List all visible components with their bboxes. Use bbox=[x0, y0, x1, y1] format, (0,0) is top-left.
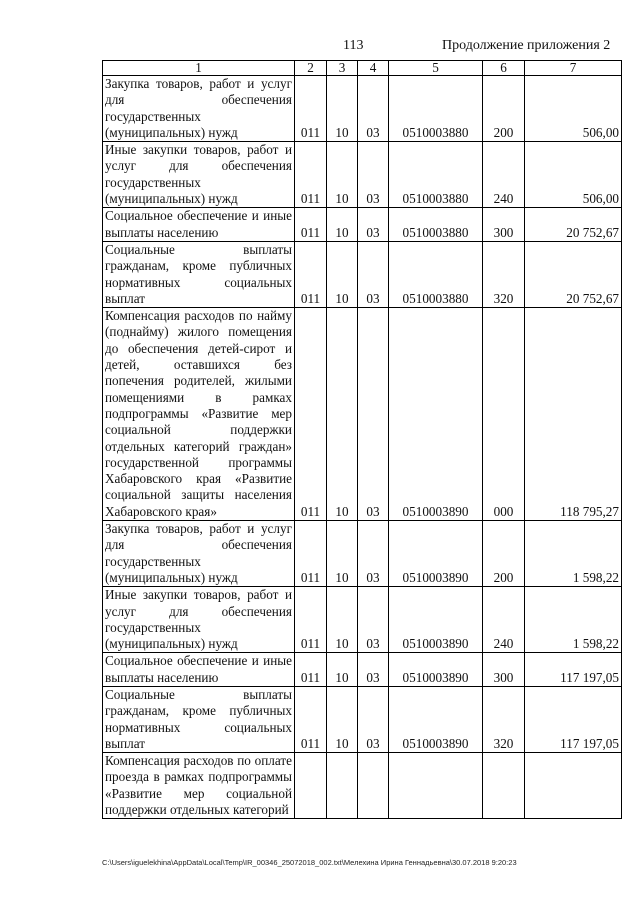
row-amount: 1 598,22 bbox=[525, 587, 622, 653]
row-expense-type: 240 bbox=[483, 142, 525, 208]
table-row bbox=[103, 241, 622, 307]
table-row bbox=[103, 653, 622, 687]
page-number: 113 bbox=[343, 38, 364, 53]
row-target-article: 0510003880 bbox=[389, 76, 483, 142]
row-target-article: 0510003880 bbox=[389, 142, 483, 208]
row-description: Социальные выплаты гражданам, кроме публичных нормативных социальных выплат bbox=[103, 686, 295, 752]
row-target-article bbox=[389, 753, 483, 819]
row-ministry-code: 011 bbox=[295, 142, 327, 208]
row-expense-type: 200 bbox=[483, 521, 525, 587]
row-expense-type: 300 bbox=[483, 208, 525, 242]
column-header: 6 bbox=[483, 61, 525, 76]
row-ministry-code: 011 bbox=[295, 308, 327, 521]
table-row bbox=[103, 686, 622, 752]
continuation-caption: Продолжение приложения 2 bbox=[442, 38, 611, 53]
table-row bbox=[103, 308, 622, 521]
row-target-article: 0510003880 bbox=[389, 208, 483, 242]
row-description: Социальное обеспечение и иные выплаты населению bbox=[103, 653, 295, 687]
row-amount: 118 795,27 bbox=[525, 308, 622, 521]
row-amount: 117 197,05 bbox=[525, 686, 622, 752]
row-expense-type: 000 bbox=[483, 308, 525, 521]
row-ministry-code: 011 bbox=[295, 241, 327, 307]
row-subsection-code: 03 bbox=[358, 142, 389, 208]
row-section-code: 10 bbox=[327, 308, 358, 521]
row-ministry-code: 011 bbox=[295, 208, 327, 242]
row-target-article: 0510003890 bbox=[389, 686, 483, 752]
column-header: 4 bbox=[358, 61, 389, 76]
row-section-code: 10 bbox=[327, 521, 358, 587]
row-subsection-code bbox=[358, 753, 389, 819]
row-subsection-code: 03 bbox=[358, 241, 389, 307]
row-amount: 506,00 bbox=[525, 142, 622, 208]
row-amount bbox=[525, 753, 622, 819]
row-description: Закупка товаров, работ и услуг для обеспечения государственных (муниципальных) нужд bbox=[103, 521, 295, 587]
row-target-article: 0510003890 bbox=[389, 653, 483, 687]
table-row bbox=[103, 76, 622, 142]
row-description: Социальные выплаты гражданам, кроме публичных нормативных социальных выплат bbox=[103, 241, 295, 307]
row-ministry-code: 011 bbox=[295, 653, 327, 687]
row-amount: 117 197,05 bbox=[525, 653, 622, 687]
row-ministry-code: 011 bbox=[295, 521, 327, 587]
table-row bbox=[103, 208, 622, 242]
row-section-code: 10 bbox=[327, 686, 358, 752]
row-section-code: 10 bbox=[327, 653, 358, 687]
row-description: Компенсация расходов по оплате проезда в рамках подпрограммы «Развитие мер социальной поддержки отдельных категорий bbox=[103, 753, 295, 819]
row-section-code: 10 bbox=[327, 241, 358, 307]
row-subsection-code: 03 bbox=[358, 653, 389, 687]
budget-table bbox=[102, 60, 622, 819]
row-section-code bbox=[327, 753, 358, 819]
row-subsection-code: 03 bbox=[358, 76, 389, 142]
row-section-code: 10 bbox=[327, 208, 358, 242]
row-subsection-code: 03 bbox=[358, 308, 389, 521]
row-description: Социальное обеспечение и иные выплаты населению bbox=[103, 208, 295, 242]
row-target-article: 0510003890 bbox=[389, 587, 483, 653]
row-amount: 20 752,67 bbox=[525, 208, 622, 242]
row-ministry-code: 011 bbox=[295, 76, 327, 142]
row-subsection-code: 03 bbox=[358, 521, 389, 587]
row-description: Компенсация расходов по найму (поднайму) жилого помещения до обеспечения детей-сирот и детей, оставшихся без попечения родителей, жилыми помещениями в рамках подпрограммы «Развитие мер социальной поддержки отдельных категорий граждан» государственной программы Хабаровского края «Развитие социальной защиты населения Хабаровского края» bbox=[103, 308, 295, 521]
column-header: 5 bbox=[389, 61, 483, 76]
row-amount: 1 598,22 bbox=[525, 521, 622, 587]
table-row bbox=[103, 587, 622, 653]
row-ministry-code bbox=[295, 753, 327, 819]
row-section-code: 10 bbox=[327, 142, 358, 208]
row-target-article: 0510003890 bbox=[389, 521, 483, 587]
row-target-article: 0510003880 bbox=[389, 241, 483, 307]
row-amount: 20 752,67 bbox=[525, 241, 622, 307]
row-section-code: 10 bbox=[327, 76, 358, 142]
row-expense-type: 200 bbox=[483, 76, 525, 142]
row-ministry-code: 011 bbox=[295, 686, 327, 752]
column-number-row bbox=[103, 61, 622, 76]
table-row bbox=[103, 142, 622, 208]
column-header: 3 bbox=[327, 61, 358, 76]
row-subsection-code: 03 bbox=[358, 587, 389, 653]
table-row bbox=[103, 753, 622, 819]
row-section-code: 10 bbox=[327, 587, 358, 653]
row-expense-type: 320 bbox=[483, 686, 525, 752]
row-subsection-code: 03 bbox=[358, 208, 389, 242]
row-ministry-code: 011 bbox=[295, 587, 327, 653]
column-header: 2 bbox=[295, 61, 327, 76]
column-header: 1 bbox=[103, 61, 295, 76]
row-expense-type bbox=[483, 753, 525, 819]
row-description: Закупка товаров, работ и услуг для обеспечения государственных (муниципальных) нужд bbox=[103, 76, 295, 142]
row-expense-type: 240 bbox=[483, 587, 525, 653]
table-row bbox=[103, 521, 622, 587]
row-target-article: 0510003890 bbox=[389, 308, 483, 521]
row-description: Иные закупки товаров, работ и услуг для обеспечения государственных (муниципальных) нужд bbox=[103, 587, 295, 653]
row-amount: 506,00 bbox=[525, 76, 622, 142]
row-description: Иные закупки товаров, работ и услуг для обеспечения государственных (муниципальных) нужд bbox=[103, 142, 295, 208]
row-expense-type: 300 bbox=[483, 653, 525, 687]
file-path-footer: C:\Users\iguelekhina\AppData\Local\Temp\IR_00346_25072018_002.txt\Мелехина Ирина Геннадьевна\30.07.2018 9:20:23 bbox=[102, 858, 517, 867]
column-header: 7 bbox=[525, 61, 622, 76]
row-expense-type: 320 bbox=[483, 241, 525, 307]
row-subsection-code: 03 bbox=[358, 686, 389, 752]
